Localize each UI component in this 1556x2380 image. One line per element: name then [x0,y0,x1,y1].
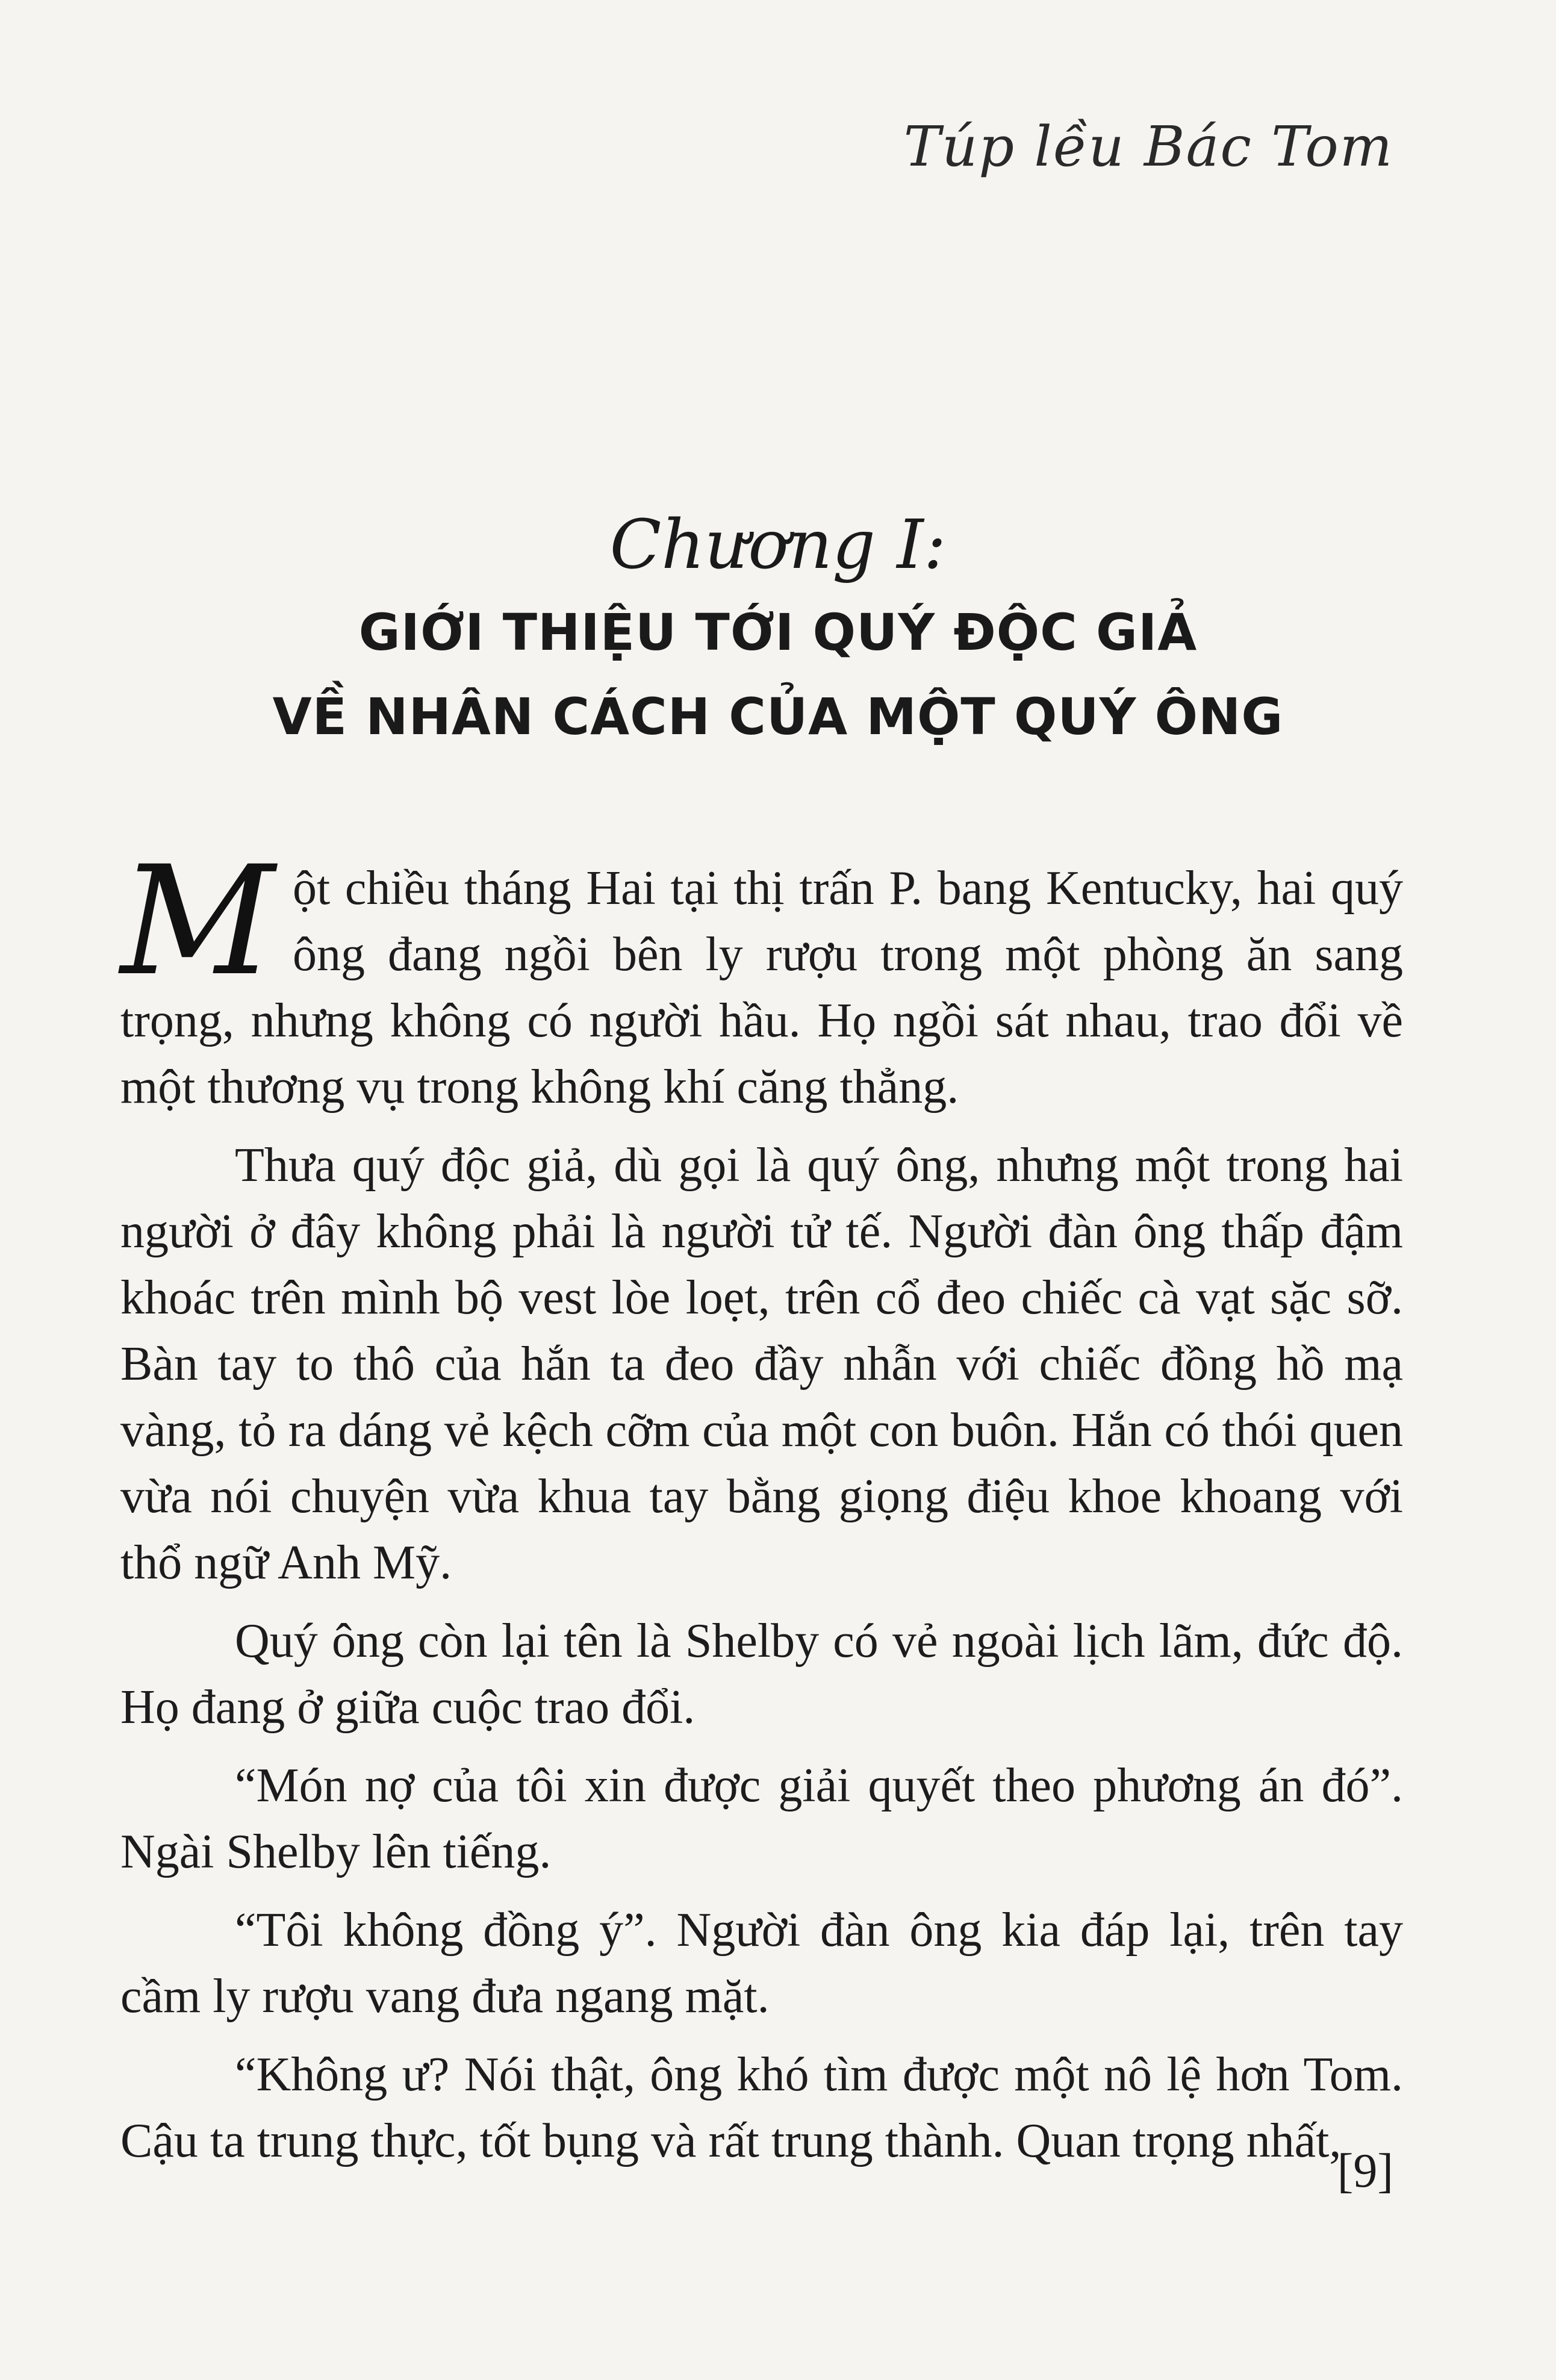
chapter-title-line-1: GIỚI THIỆU TỚI QUÝ ĐỘC GIẢ [358,603,1198,662]
page-number: [9] [1337,2145,1393,2198]
paragraph-2: Thưa quý độc giả, dù gọi là quý ông, nhưng một trong hai người ở đây không phải là người tử tế. Người đàn ông thấp đậm khoác trên mình bộ vest lòe loẹt, trên cổ đeo chiếc cà vạt sặc sỡ. Bàn tay to thô của hắn ta đeo đầy nhẫn với chiếc đồng hồ mạ vàng, tỏ ra dáng vẻ kệch cỡm của một con buôn. Hắn có thói quen vừa nói chuyện vừa khua tay bằng giọng điệu khoe khoang với thổ ngữ Anh Mỹ. [120,1139,1403,1589]
drop-cap: M [120,833,275,1009]
body-text [120,833,1403,2186]
chapter-title [0,590,1556,759]
paragraph-6: “Không ư? Nói thật, ông khó tìm được một nô lệ hơn Tom. Cậu ta trung thực, tốt bụng và rất trung thành. Quan trọng nhất, [120,2048,1403,2167]
chapter-label: Chương I: [609,506,947,584]
paragraph-4: “Món nợ của tôi xin được giải quyết theo phương án đó”. Ngài Shelby lên tiếng. [120,1759,1403,1878]
paragraph-1 [120,833,1403,1120]
paragraph-5: “Tôi không đồng ý”. Người đàn ông kia đáp lại, trên tay cầm ly rượu vang đưa ngang mặt. [120,1904,1403,2023]
chapter-title-line-2: VỀ NHÂN CÁCH CỦA MỘT QUÝ ÔNG [272,687,1284,746]
paragraph-3: Quý ông còn lại tên là Shelby có vẻ ngoài lịch lãm, đức độ. Họ đang ở giữa cuộc trao đổi. [120,1615,1403,1734]
running-header: Túp lều Bác Tom [903,114,1393,179]
paragraph-1-text: ột chiều tháng Hai tại thị trấn P. bang Kentucky, hai quý ông đang ngồi bên ly rượu trong một phòng ăn sang trọng, nhưng không có người hầu. Họ ngồi sát nhau, trao đổi về một thương vụ trong không khí căng thẳng. [120,862,1403,1114]
